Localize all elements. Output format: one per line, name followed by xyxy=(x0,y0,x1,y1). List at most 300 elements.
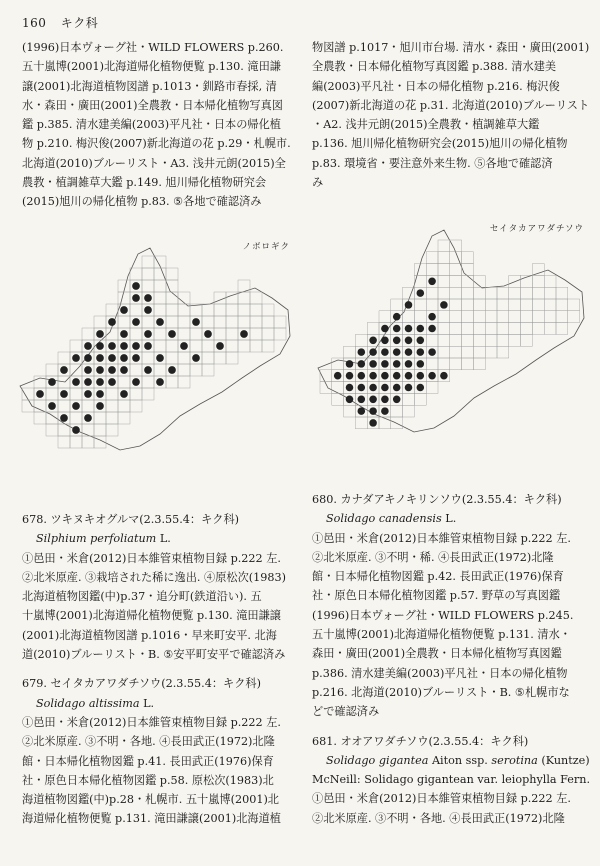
grid-cell xyxy=(332,382,344,394)
occurrence-dot xyxy=(369,337,377,345)
occurrence-dot xyxy=(405,325,413,333)
occurrence-dot xyxy=(120,342,128,350)
occurrence-dot xyxy=(144,366,152,374)
grid-cell xyxy=(34,400,46,412)
grid-cell xyxy=(142,316,154,328)
grid-cell xyxy=(462,346,474,358)
text-line: ①邑田・米倉(2012)日本維管束植物目録 p.222 左. xyxy=(312,531,571,545)
grid-cell xyxy=(462,252,474,264)
grid-cell xyxy=(190,364,202,376)
grid-cell xyxy=(367,323,379,335)
text-line: (1996)日本ヴォーグ社・WILD FLOWERS p.245. xyxy=(312,608,574,622)
text-line: ②北米原産. ③不明・各地. ④長田武正(1972)北隆 xyxy=(312,811,565,825)
occurrence-dot xyxy=(405,337,413,345)
occurrence-dot xyxy=(96,378,104,386)
grid-cell xyxy=(497,287,509,299)
occurrence-dot xyxy=(417,384,425,392)
grid-cell xyxy=(473,287,485,299)
grid-cell xyxy=(226,316,238,328)
occurrence-dot xyxy=(440,372,448,380)
left-top-text xyxy=(22,38,292,212)
occurrence-dot xyxy=(132,294,140,302)
occurrence-dot xyxy=(417,289,425,297)
grid-cell xyxy=(473,311,485,323)
text-line: ・A2. 浅井元朗(2015)全農教・植調雑草大鑑 xyxy=(312,118,540,132)
grid-cell xyxy=(450,275,462,287)
text-line: 北海道植物図鑑(中)p.37・追分町(鉄道沿い). 五 xyxy=(22,590,262,604)
grid-cell xyxy=(462,275,474,287)
grid-cell xyxy=(450,240,462,252)
grid-cell xyxy=(532,275,544,287)
text-line: 物図譜 p.1017・旭川市台場. 清水・森田・廣田(2001) xyxy=(312,41,590,54)
text-line: p.216. 北海道(2010)ブルーリスト・B. ⑤札幌市な xyxy=(312,685,570,699)
grid-cell xyxy=(214,352,226,364)
grid-cell xyxy=(154,292,166,304)
grid-cell xyxy=(344,405,356,417)
grid-cell xyxy=(202,340,214,352)
grid-cell xyxy=(485,334,497,346)
grid-cell xyxy=(250,316,262,328)
occurrence-dot xyxy=(132,282,140,290)
occurrence-dot xyxy=(393,348,401,356)
distribution-map-nobourogiku xyxy=(10,236,300,476)
grid-cell xyxy=(450,264,462,276)
text-line: (2015)旭川の帰化植物 p.83. ⑤各地で確認済み xyxy=(22,195,262,209)
grid-cell xyxy=(426,334,438,346)
grid-cell xyxy=(226,304,238,316)
grid-cell xyxy=(485,323,497,335)
grid-cell xyxy=(250,340,262,352)
text-line: 農教・植調雑草大鑑 p.149. 旭川帰化植物研究会 xyxy=(22,176,267,190)
grid-cell xyxy=(214,328,226,340)
grid-cell xyxy=(154,340,166,352)
occurrence-dot xyxy=(358,372,366,380)
occurrence-dot xyxy=(381,407,389,415)
grid-cell xyxy=(142,268,154,280)
grid-cell xyxy=(250,292,262,304)
occurrence-dot xyxy=(108,318,116,326)
occurrence-dot xyxy=(120,306,128,314)
grid-cell xyxy=(556,311,568,323)
grid-cell xyxy=(142,388,154,400)
occurrence-dot xyxy=(393,384,401,392)
occurrence-dot xyxy=(428,278,436,286)
grid-cell xyxy=(462,358,474,370)
grid-cell xyxy=(473,358,485,370)
sci-name: Solidago gigantea xyxy=(326,753,429,767)
grid-cell xyxy=(438,346,450,358)
grid-cell xyxy=(46,388,58,400)
grid-cell xyxy=(106,304,118,316)
grid-cell xyxy=(178,364,190,376)
page-header xyxy=(22,14,108,31)
text-line: p.386. 清水建美編(2003)平凡社・日本の帰化植物 xyxy=(312,666,568,680)
grid-cell xyxy=(82,424,94,436)
occurrence-dot xyxy=(36,390,44,398)
entry-680-heading: 680. カナダアキノキリンソウ(2.3.55.4：キク科) xyxy=(312,493,562,506)
text-line: (2001)北海道植物図譜 p.1016・早来町安平. 北海 xyxy=(22,628,277,642)
grid-cell xyxy=(462,311,474,323)
occurrence-dot xyxy=(405,384,413,392)
grid-cell xyxy=(509,323,521,335)
map-caption: セイタカアワダチソウ xyxy=(489,224,584,234)
grid-cell xyxy=(166,316,178,328)
occurrence-dot xyxy=(84,354,92,362)
grid-cell xyxy=(497,323,509,335)
grid-cell xyxy=(438,264,450,276)
occurrence-dot xyxy=(84,378,92,386)
grid-cell xyxy=(154,364,166,376)
occurrence-dot xyxy=(168,366,176,374)
occurrence-dot xyxy=(108,378,116,386)
grid-cell xyxy=(544,299,556,311)
grid-cell xyxy=(379,311,391,323)
grid-cell xyxy=(70,388,82,400)
text-line: ①邑田・米倉(2012)日本維管束植物目録 p.222 左. xyxy=(312,792,571,806)
author: (Kuntze) xyxy=(541,753,590,767)
text-line: どで確認済み xyxy=(312,705,380,719)
text-line: 水・森田・廣田(2001)全農教・日本帰化植物写真図 xyxy=(22,98,283,112)
occurrence-dot xyxy=(132,318,140,326)
grid-cell xyxy=(166,376,178,388)
grid-cell xyxy=(450,323,462,335)
grid-cell xyxy=(403,405,415,417)
occurrence-dot xyxy=(108,354,116,362)
author: L. xyxy=(159,532,171,546)
grid-cell xyxy=(473,323,485,335)
grid-cell xyxy=(544,275,556,287)
grid-cell xyxy=(202,364,214,376)
grid-cell xyxy=(391,299,403,311)
grid-cell xyxy=(106,400,118,412)
occurrence-dot xyxy=(381,325,389,333)
occurrence-dot xyxy=(369,384,377,392)
grid-cell xyxy=(403,311,415,323)
occurrence-dot xyxy=(381,396,389,404)
grid-cell xyxy=(82,328,94,340)
text-line: 道(2010)ブルーリスト・B. ⑤安平町安平で確認済み xyxy=(22,648,286,662)
text-line: p.136. 旭川帰化植物研究会(2015)旭川の帰化植物 xyxy=(312,137,568,151)
grid-cell xyxy=(214,304,226,316)
grid-cell xyxy=(450,299,462,311)
grid-cell xyxy=(178,376,190,388)
grid-cell xyxy=(521,287,533,299)
grid-cell xyxy=(473,299,485,311)
grid-cell xyxy=(94,316,106,328)
author: L. xyxy=(445,512,457,526)
grid-cell xyxy=(70,412,82,424)
grid-cell xyxy=(355,334,367,346)
grid-cell xyxy=(250,328,262,340)
grid-cell xyxy=(106,388,118,400)
text-line: 全農教・日本帰化植物写真図鑑 p.388. 清水建美 xyxy=(312,60,557,74)
grid-cell xyxy=(450,346,462,358)
occurrence-dot xyxy=(358,360,366,368)
text-line: ②北米原産. ③栽培された稀に逸出. ④原松次(1983) xyxy=(22,570,286,584)
grid-cell xyxy=(497,346,509,358)
occurrence-dot xyxy=(417,360,425,368)
occurrence-dot xyxy=(428,313,436,321)
occurrence-dot xyxy=(216,342,224,350)
occurrence-dot xyxy=(180,342,188,350)
text-line: 編(2003)平凡社・日本の帰化植物 p.216. 梅沢俊 xyxy=(312,79,560,93)
grid-cell xyxy=(532,299,544,311)
sci-name-infraspecific: serotina xyxy=(491,753,538,767)
grid-cell xyxy=(118,400,130,412)
grid-cell xyxy=(178,352,190,364)
grid-cell xyxy=(391,405,403,417)
grid-cell xyxy=(462,299,474,311)
grid-cell xyxy=(34,412,46,424)
occurrence-dot xyxy=(381,348,389,356)
text-line: ②北米原産. ③不明・稀. ④長田武正(1972)北隆 xyxy=(312,550,554,564)
occurrence-dot xyxy=(393,313,401,321)
occurrence-dot xyxy=(369,396,377,404)
grid-cell xyxy=(238,304,250,316)
occurrence-dot xyxy=(393,360,401,368)
grid-cell xyxy=(485,311,497,323)
occurrence-dot xyxy=(381,372,389,380)
grid-cell xyxy=(118,376,130,388)
occurrence-dot xyxy=(72,402,80,410)
occurrence-dot xyxy=(405,372,413,380)
occurrence-dot xyxy=(369,372,377,380)
occurrence-dot xyxy=(428,372,436,380)
occurrence-dot xyxy=(369,419,377,427)
text-line: 物 p.210. 梅沢俊(2007)新北海道の花 p.29・札幌市. xyxy=(22,137,291,151)
grid-cell xyxy=(426,252,438,264)
grid-cell xyxy=(118,292,130,304)
grid-cell xyxy=(22,388,34,400)
grid-cell xyxy=(426,264,438,276)
grid-cell xyxy=(118,316,130,328)
entry-679-heading: 679. セイタカアワダチソウ(2.3.55.4：キク科) xyxy=(22,677,261,691)
grid-cell xyxy=(355,417,367,429)
text-line: p.83. 環境省・要注意外来生物. ⑤各地で確認済 xyxy=(312,156,553,170)
grid-cell xyxy=(403,393,415,405)
occurrence-dot xyxy=(393,325,401,333)
occurrence-dot xyxy=(96,402,104,410)
text-line: 社・原色日本帰化植物図鑑 p.57. 野草の写真図鑑 xyxy=(312,589,561,603)
text-line: 森田・廣田(2001)全農教・日本帰化植物写真図鑑 xyxy=(312,647,562,661)
grid-cell xyxy=(178,316,190,328)
grid-cell xyxy=(142,280,154,292)
occurrence-dot xyxy=(393,396,401,404)
occurrence-dot xyxy=(156,318,164,326)
grid-cell xyxy=(438,358,450,370)
occurrence-dot xyxy=(96,366,104,374)
grid-cell xyxy=(274,328,286,340)
occurrence-dot xyxy=(144,330,152,338)
occurrence-dot xyxy=(440,301,448,309)
grid-cell xyxy=(344,346,356,358)
entry-678-heading: 678. ツキヌキオグルマ(2.3.55.4：キク科) xyxy=(22,513,240,526)
grid-cell xyxy=(166,340,178,352)
grid-cell xyxy=(154,280,166,292)
occurrence-dot xyxy=(346,372,354,380)
grid-cell xyxy=(190,328,202,340)
grid-cell xyxy=(262,328,274,340)
occurrence-dot xyxy=(144,342,152,350)
grid-cell xyxy=(70,436,82,448)
grid-cell xyxy=(462,287,474,299)
grid-cell xyxy=(226,352,238,364)
grid-cell xyxy=(46,424,58,436)
occurrence-dot xyxy=(144,294,152,302)
occurrence-dot xyxy=(132,354,140,362)
occurrence-dot xyxy=(120,390,128,398)
grid-cell xyxy=(202,316,214,328)
grid-cell xyxy=(438,275,450,287)
occurrence-dot xyxy=(60,390,68,398)
occurrence-dot xyxy=(192,318,200,326)
grid-cell xyxy=(473,346,485,358)
grid-cell xyxy=(485,299,497,311)
grid-cell xyxy=(391,417,403,429)
entry-679-scientific-name xyxy=(22,694,294,713)
occurrence-dot xyxy=(405,348,413,356)
grid-cell xyxy=(426,382,438,394)
occurrence-dot xyxy=(240,330,248,338)
text-line: 五十嵐博(2001)北海道帰化植物便覧 p.131. 清水・ xyxy=(312,628,571,642)
grid-cell xyxy=(473,334,485,346)
hokkaido-grid-map xyxy=(310,218,592,454)
grid-cell xyxy=(462,334,474,346)
grid-cell xyxy=(262,316,274,328)
occurrence-dot xyxy=(405,360,413,368)
text-line: McNeill: Solidago gigantean var. leiophylla Fern. xyxy=(312,773,591,787)
occurrence-dot xyxy=(84,390,92,398)
grid-cell xyxy=(82,400,94,412)
grid-cell xyxy=(130,268,142,280)
map-caption: ノボロギク xyxy=(242,242,290,252)
author: Aiton ssp. xyxy=(431,753,488,767)
occurrence-dot xyxy=(428,325,436,333)
occurrence-dot xyxy=(96,390,104,398)
grid-cell xyxy=(130,364,142,376)
sci-name: Silphium perfoliatum xyxy=(36,532,157,546)
occurrence-dot xyxy=(417,348,425,356)
right-top-text xyxy=(312,38,590,192)
grid-cell xyxy=(485,287,497,299)
text-line: ②北米原産. ③不明・各地. ④長田武正(1972)北隆 xyxy=(22,735,275,749)
text-line: 譲(2001)北海道植物図譜 p.1013・釧路市春採, 清 xyxy=(22,79,277,93)
occurrence-dot xyxy=(96,330,104,338)
occurrence-dot xyxy=(417,372,425,380)
grid-cell xyxy=(118,412,130,424)
grid-cell xyxy=(202,352,214,364)
grid-cell xyxy=(556,287,568,299)
grid-cell xyxy=(166,292,178,304)
grid-cell xyxy=(214,316,226,328)
text-line: (1996)日本ヴォーグ社・WILD FLOWERS p.260. xyxy=(22,41,284,54)
grid-cell xyxy=(568,299,580,311)
grid-cell xyxy=(238,316,250,328)
text-line: 館・日本帰化植物図鑑 p.41. 長田武正(1976)保育 xyxy=(22,754,274,768)
occurrence-dot xyxy=(334,372,342,380)
occurrence-dot xyxy=(346,360,354,368)
occurrence-dot xyxy=(48,378,56,386)
grid-cell xyxy=(190,340,202,352)
occurrence-dot xyxy=(96,342,104,350)
occurrence-dot xyxy=(60,414,68,422)
grid-cell xyxy=(509,311,521,323)
section-title: キク科 xyxy=(60,16,99,30)
grid-cell xyxy=(438,323,450,335)
left-entries xyxy=(22,510,294,829)
grid-cell xyxy=(544,323,556,335)
occurrence-dot xyxy=(156,354,164,362)
occurrence-dot xyxy=(346,396,354,404)
grid-cell xyxy=(154,328,166,340)
occurrence-dot xyxy=(192,354,200,362)
grid-cell xyxy=(226,340,238,352)
grid-cell xyxy=(426,358,438,370)
occurrence-dot xyxy=(144,306,152,314)
text-line: 十嵐博(2001)北海道帰化植物便覧 p.130. 滝田謙譲 xyxy=(22,609,281,623)
page-number: 160 xyxy=(22,16,47,30)
grid-cell xyxy=(485,346,497,358)
entry-681-heading: 681. オオアワダチソウ(2.3.55.4：キク科) xyxy=(312,734,529,748)
entry-678-scientific-name xyxy=(22,529,294,548)
grid-cell xyxy=(226,328,238,340)
grid-cell xyxy=(521,334,533,346)
entry-681-scientific-name xyxy=(312,751,590,770)
grid-cell xyxy=(70,340,82,352)
text-line: 北海道(2010)ブルーリスト・A3. 浅井元朗(2015)全 xyxy=(22,156,286,170)
occurrence-dot xyxy=(108,366,116,374)
occurrence-dot xyxy=(369,348,377,356)
grid-cell xyxy=(414,299,426,311)
occurrence-dot xyxy=(393,337,401,345)
grid-cell xyxy=(94,424,106,436)
grid-cell xyxy=(438,287,450,299)
occurrence-dot xyxy=(393,372,401,380)
grid-cell xyxy=(568,311,580,323)
grid-cell xyxy=(532,287,544,299)
occurrence-dot xyxy=(84,366,92,374)
grid-cell xyxy=(142,352,154,364)
grid-cell xyxy=(509,287,521,299)
author: L. xyxy=(143,696,155,710)
grid-cell xyxy=(556,323,568,335)
occurrence-dot xyxy=(204,330,212,338)
occurrence-dot xyxy=(428,348,436,356)
grid-cell xyxy=(130,388,142,400)
grid-cell xyxy=(462,264,474,276)
hokkaido-grid-map xyxy=(10,236,300,476)
text-line: (2007)新北海道の花 p.31. 北海道(2010)ブルーリスト xyxy=(312,98,590,112)
grid-cell xyxy=(509,299,521,311)
grid-cell xyxy=(521,311,533,323)
grid-cell xyxy=(238,340,250,352)
grid-cell xyxy=(166,352,178,364)
grid-cell xyxy=(178,328,190,340)
occurrence-dot xyxy=(168,330,176,338)
grid-cell xyxy=(106,424,118,436)
occurrence-dot xyxy=(72,426,80,434)
grid-cell xyxy=(544,311,556,323)
grid-cell xyxy=(142,256,154,268)
grid-cell xyxy=(238,292,250,304)
entry-680-scientific-name xyxy=(312,509,582,528)
occurrence-dot xyxy=(358,396,366,404)
grid-cell xyxy=(142,376,154,388)
grid-cell xyxy=(130,400,142,412)
occurrence-dot xyxy=(72,378,80,386)
occurrence-dot xyxy=(96,354,104,362)
occurrence-dot xyxy=(120,366,128,374)
